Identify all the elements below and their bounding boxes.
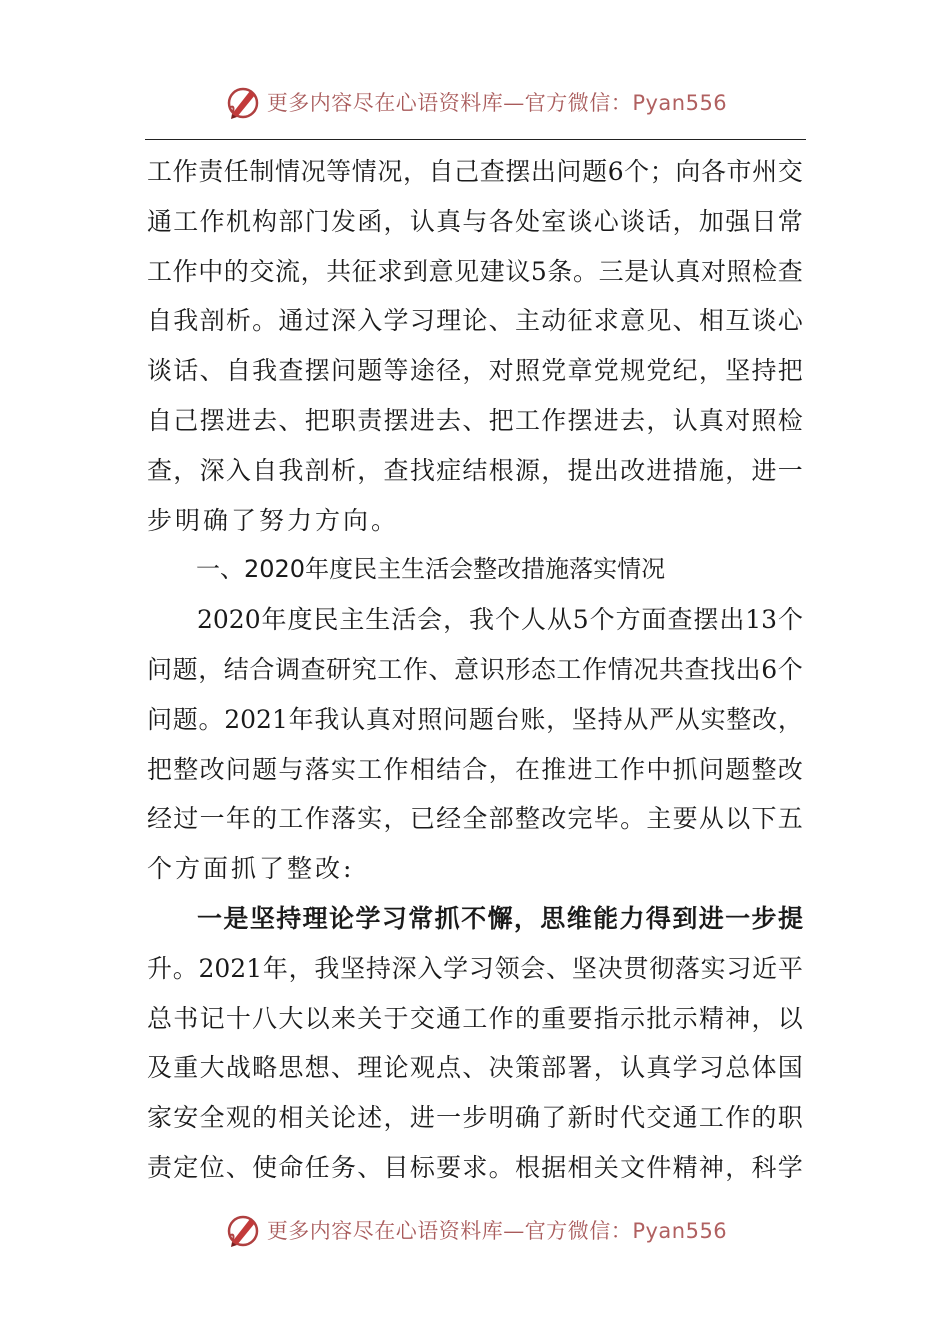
paragraph-line: 谈 话 、 自 我 查 摆 问 题 等 途 径 ， 对 照 党 章 党 规 党 纪 ， 坚 持 把 [147,356,803,386]
watermark-text: 更多内容尽在心语资料库—官方微信：Pyan556 [266,91,728,115]
paragraph-line: 工 作 责 任 制 情 况 等 情 况 ， 自 己 查 摆 出 问 题 6 个 ； 向 各 市 州 交 [147,157,803,186]
watermark-top [0,80,950,124]
subsection-lead: 一 是 坚 持 理 论 学 习 常 抓 不 懈 ， 思 维 能 力 得 到 进 一 步 提 [197,903,803,933]
paragraph-line: 步明确了努力方向。 [147,505,400,535]
pen-logo-icon [223,1210,263,1250]
paragraph-line: 查 ， 深 入 自 我 剖 析 ， 查 找 症 结 根 源 ， 提 出 改 进 措 施 ， 进 一 [147,455,803,485]
watermark-bottom [0,1208,950,1252]
header-divider [145,139,806,140]
paragraph-line: 问 题 。 2021 年 我 认 真 对 照 问 题 台 账 ， 坚 持 从 严 从 实 整 改 ， [147,704,803,734]
pen-logo-icon [223,82,263,122]
paragraph-line: 总 书 记 十 八 大 以 来 关 于 交 通 工 作 的 重 要 指 示 批 示 精 神 ， 以 [147,1003,803,1033]
paragraph-line: 升 。 2021 年 ， 我 坚 持 深 入 学 习 领 会 、 坚 决 贯 彻 落 实 习 近 平 [147,953,803,983]
paragraph-line: 2020 年 度 民 主 生 活 会 ， 我 个 人 从 5 个 方 面 查 摆 出 13 个 [197,605,803,635]
paragraph-line: 把 整 改 问 题 与 落 实 工 作 相 结 合 ， 在 推 进 工 作 中 抓 问 题 整 改 [147,754,803,784]
watermark-text: 更多内容尽在心语资料库—官方微信：Pyan556 [266,1219,728,1243]
paragraph-line: 及 重 大 战 略 思 想 、 理 论 观 点 、 决 策 部 署 ， 认 真 学 习 总 体 国 [147,1053,803,1083]
paragraph-line: 问 题 ， 结 合 调 查 研 究 工 作 、 意 识 形 态 工 作 情 况 共 查 找 出 6 个 [147,654,803,684]
paragraph-line: 自 我 剖 析 。 通 过 深 入 学 习 理 论 、 主 动 征 求 意 见 、 相 互 谈 心 [147,306,803,336]
paragraph-line: 个方面抓了整改: [147,854,355,884]
paragraph-line: 通 工 作 机 构 部 门 发 函 ， 认 真 与 各 处 室 谈 心 谈 话 ， 加 强 日 常 [147,206,803,236]
paragraph-line: 工 作 中 的 交 流 ， 共 征 求 到 意 见 建 议 5 条 。 三 是 认 真 对 照 检 查 [147,256,803,286]
paragraph-line: 自 己 摆 进 去 、 把 职 责 摆 进 去 、 把 工 作 摆 进 去 ， 认 真 对 照 检 [147,405,803,435]
document-body [147,147,803,1193]
paragraph-line: 经 过 一 年 的 工 作 落 实 ， 已 经 全 部 整 改 完 毕 。 主 要 从 以 下 五 [147,804,803,834]
paragraph-line: 责 定 位 、 使 命 任 务 、 目 标 要 求 。 根 据 相 关 文 件 精 神 ， 科 学 [147,1152,803,1182]
section-heading: 一、2020年度民主生活会整改措施落实情况 [196,555,666,584]
paragraph-line: 家 安 全 观 的 相 关 论 述 ， 进 一 步 明 确 了 新 时 代 交 通 工 作 的 职 [147,1103,803,1133]
